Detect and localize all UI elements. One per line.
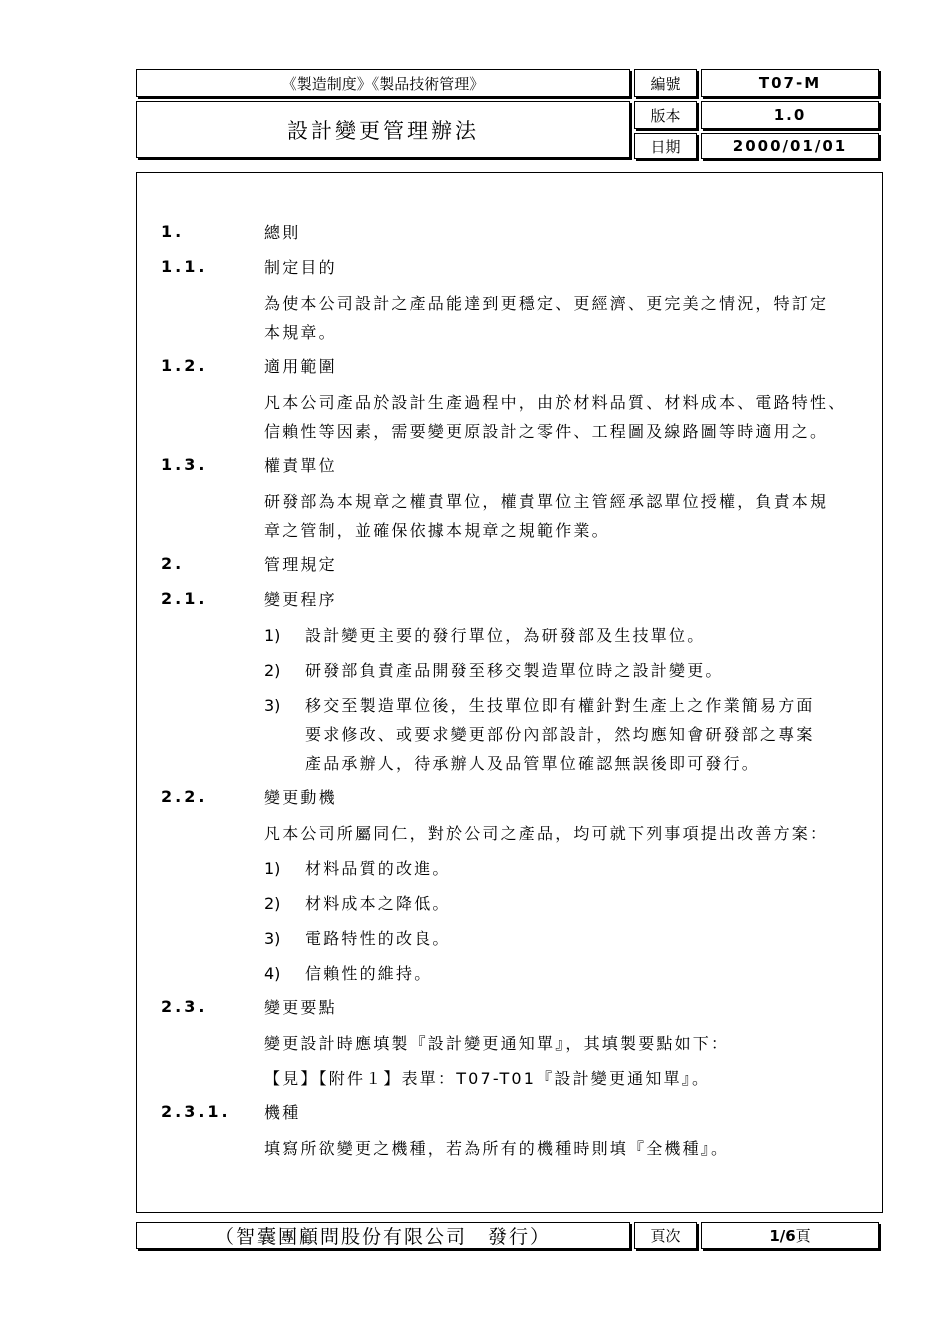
- page-number: 1/6: [769, 1226, 796, 1245]
- paragraph-line: 信賴性等因素，需要變更原設計之零件、工程圖及線路圖等時適用之。: [264, 422, 829, 441]
- section-number: 2.1.: [161, 589, 208, 608]
- paragraph-line: 凡本公司產品於設計生產過程中，由於材料品質、材料成本、電路特性、: [264, 393, 847, 412]
- list-index: 2): [264, 661, 281, 680]
- section-title: 權責單位: [264, 456, 337, 475]
- paragraph-line: 變更設計時應填製『設計變更通知單』，其填製要點如下：: [264, 1034, 730, 1053]
- version-value: 1.0: [701, 101, 879, 129]
- list-item: 信賴性的維持。: [305, 964, 433, 983]
- paragraph-line: 凡本公司所屬同仁，對於公司之產品，均可就下列事項提出改善方案：: [264, 824, 829, 843]
- list-item: 電路特性的改良。: [305, 929, 451, 948]
- list-item: 研發部負責產品開發至移交製造單位時之設計變更。: [305, 661, 724, 680]
- list-index: 3): [264, 929, 281, 948]
- page-suffix: 頁: [795, 1227, 811, 1245]
- code-label: 編號: [634, 69, 697, 97]
- list-index: 3): [264, 696, 281, 715]
- section-title: 機種: [264, 1103, 301, 1122]
- date-value: 2000/01/01: [701, 133, 879, 159]
- doc-title: 設計變更管理辦法: [287, 118, 479, 143]
- page-indicator: [701, 1222, 879, 1249]
- page-label: 頁次: [634, 1222, 697, 1249]
- section-title: 變更程序: [264, 590, 337, 609]
- version-label: 版本: [634, 101, 697, 129]
- paragraph-line: 【見】【附件１】表單：T07-T01『設計變更通知單』。: [264, 1069, 711, 1088]
- list-index: 1): [264, 626, 281, 645]
- list-index: 1): [264, 859, 281, 878]
- section-title: 管理規定: [264, 555, 337, 574]
- doc-title-cell: [136, 101, 630, 158]
- section-title: 制定目的: [264, 258, 337, 277]
- section-number: 2.2.: [161, 787, 208, 806]
- list-item: 材料品質的改進。: [305, 859, 451, 878]
- list-item: 移交至製造單位後，生技單位即有權針對生產上之作業簡易方面: [305, 696, 815, 715]
- section-number: 1.2.: [161, 356, 208, 375]
- section-number: 1.1.: [161, 257, 208, 276]
- section-number: 2.: [161, 554, 185, 573]
- list-item-continued: 要求修改、或要求變更部份內部設計，然均應知會研發部之專案: [305, 725, 815, 744]
- paragraph-line: 為使本公司設計之產品能達到更穩定、更經濟、更完美之情況，特訂定: [264, 294, 829, 313]
- section-title: 適用範圍: [264, 357, 337, 376]
- section-number: 2.3.: [161, 997, 208, 1016]
- paragraph-line: 研發部為本規章之權責單位，權責單位主管經承認單位授權，負責本規: [264, 492, 829, 511]
- list-index: 4): [264, 964, 281, 983]
- paragraph-line: 填寫所欲變更之機種，若為所有的機種時則填『全機種』。: [264, 1139, 730, 1158]
- code-value: T07-M: [701, 69, 879, 97]
- list-item: 設計變更主要的發行單位，為研發部及生技單位。: [305, 626, 706, 645]
- list-item: 材料成本之降低。: [305, 894, 451, 913]
- header-series: 《製造制度》《製品技術管理》: [136, 69, 630, 97]
- paragraph-line: 本規章。: [264, 323, 337, 342]
- section-title: 總則: [264, 223, 301, 242]
- section-title: 變更動機: [264, 788, 337, 807]
- section-number: 1.3.: [161, 455, 208, 474]
- section-title: 變更要點: [264, 998, 337, 1017]
- section-number: 2.3.1.: [161, 1102, 231, 1121]
- list-index: 2): [264, 894, 281, 913]
- footer-publisher: （智囊團顧問股份有限公司 發行）: [136, 1222, 630, 1249]
- section-number: 1.: [161, 222, 185, 241]
- paragraph-line: 章之管制，並確保依據本規章之規範作業。: [264, 521, 610, 540]
- list-item-continued: 產品承辦人，待承辦人及品管單位確認無誤後即可發行。: [305, 754, 761, 773]
- date-label: 日期: [634, 133, 697, 159]
